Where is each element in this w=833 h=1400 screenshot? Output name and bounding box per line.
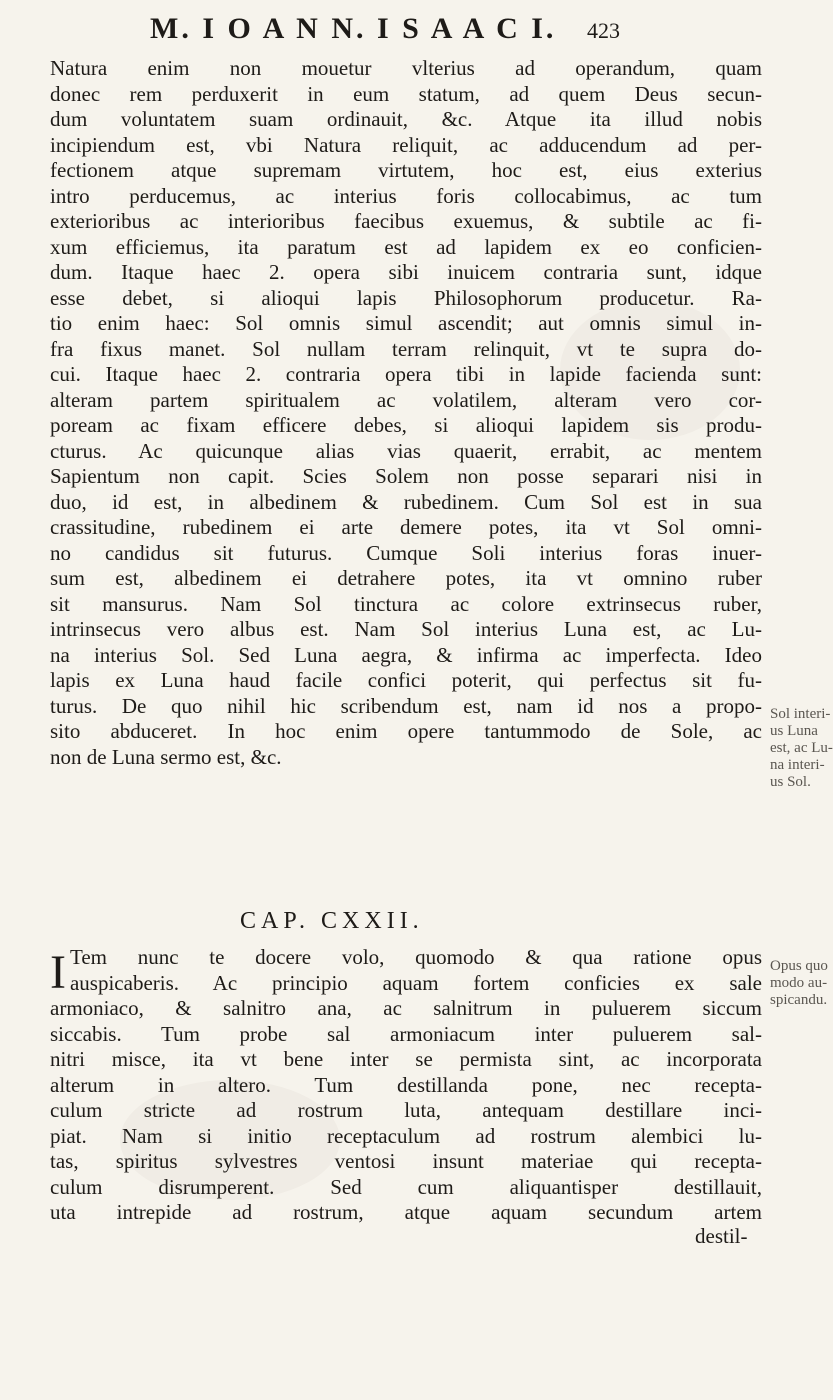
text-line: no candidus sit futurus. Cumque Soli interius foras inuer- bbox=[50, 540, 762, 565]
text-line: Natura enim non mouetur vlterius ad operandum, quam bbox=[50, 56, 762, 80]
text-line: piat. Nam si initio receptaculum ad rostrum alembici lu- bbox=[50, 1123, 762, 1148]
text-line: Tem nunc te docere volo, quomodo & qua ratione opus bbox=[69, 945, 762, 969]
text-line: sit mansurus. Nam Sol tinctura ac colore extrinsecus ruber, bbox=[50, 591, 762, 616]
marginal-note-line: Opus quo bbox=[770, 958, 828, 974]
text-line: alteram partem spiritualem ac volatilem, alteram vero cor- bbox=[50, 387, 762, 412]
text-line: culum disrumperent. Sed cum aliquantisper destillauit, bbox=[50, 1174, 762, 1199]
text-line: intro perducemus, ac interius foris collocabimus, ac tum bbox=[50, 183, 762, 208]
marginal-note-line: na interi- bbox=[770, 757, 825, 773]
catchword: destil- bbox=[695, 1224, 748, 1248]
marginal-note-line: us Luna bbox=[770, 723, 818, 739]
page-number: 423 bbox=[587, 18, 620, 43]
main-text-block bbox=[50, 56, 762, 770]
text-line: esse debet, si alioqui lapis Philosophorum producetur. Ra- bbox=[50, 285, 762, 310]
text-line: non de Luna sermo est, &c. bbox=[50, 744, 282, 769]
marginal-note-line: spicandu. bbox=[770, 992, 828, 1008]
text-line: poream ac fixam efficere debes, si alioqui lapidem sis produ- bbox=[50, 413, 762, 437]
text-line: nitri misce, ita vt bene inter se permista sint, ac incorporata bbox=[50, 1047, 762, 1071]
running-header bbox=[150, 12, 620, 52]
marginal-note bbox=[770, 958, 828, 1009]
text-line: alterum in altero. Tum destillanda pone, nec recepta- bbox=[50, 1072, 762, 1097]
header-title: M. I O A N N. I S A A C I. bbox=[150, 12, 557, 45]
text-line: sito abduceret. In hoc enim opere tantummodo de Sole, ac bbox=[50, 719, 762, 743]
marginal-note-line: Sol interi- bbox=[770, 706, 831, 722]
drop-cap: I bbox=[50, 946, 66, 999]
marginal-note-line: est, ac Lu- bbox=[770, 740, 833, 756]
text-line: cturus. Ac quicunque alias vias quaerit, errabit, ac mentem bbox=[50, 438, 762, 463]
marginal-note bbox=[770, 706, 833, 791]
text-line: dum. Itaque haec 2. opera sibi inuicem contraria sunt, idque bbox=[50, 260, 762, 284]
text-line: lapis ex Luna haud facile confici poterit, qui perfectus sit fu- bbox=[50, 668, 762, 692]
text-line: intrinsecus vero albus est. Nam Sol interius Luna est, ac Lu- bbox=[50, 617, 762, 641]
text-line: duo, id est, in albedinem & rubedinem. Cum Sol est in sua bbox=[50, 489, 762, 514]
marginal-note-line: modo au- bbox=[770, 975, 828, 991]
text-line: tas, spiritus sylvestres ventosi insunt materiae qui recepta- bbox=[50, 1149, 762, 1173]
text-line: cui. Itaque haec 2. contraria opera tibi in lapide facienda sunt: bbox=[50, 362, 762, 386]
text-line: culum stricte ad rostrum luta, antequam destillare inci- bbox=[50, 1098, 762, 1122]
text-line: exterioribus ac interioribus faecibus exuemus, & subtile ac fi- bbox=[50, 209, 762, 233]
text-line: turus. De quo nihil hic scribendum est, nam id nos a propo- bbox=[50, 693, 762, 718]
text-line: fra fixus manet. Sol nullam terram relinquit, vt te supra do- bbox=[50, 336, 762, 361]
chapter-heading: CAP. CXXII. bbox=[240, 908, 424, 934]
text-line: uta intrepide ad rostrum, atque aquam secundum artem bbox=[50, 1200, 762, 1224]
text-line: Sapientum non capit. Scies Solem non posse separari nisi in bbox=[50, 464, 762, 488]
text-line: xum efficiemus, ita paratum est ad lapidem ex eo conficien- bbox=[50, 234, 762, 259]
text-line: donec rem perduxerit in eum statum, ad quem Deus secun- bbox=[50, 81, 762, 106]
text-line: auspicaberis. Ac principio aquam fortem conficies ex sale bbox=[69, 970, 762, 995]
text-line: fectionem atque supremam virtutem, hoc est, eius exterius bbox=[50, 158, 762, 182]
text-line: sum est, albedinem ei detrahere potes, ita vt omnino ruber bbox=[50, 566, 762, 590]
text-line: incipiendum est, vbi Natura reliquit, ac adducendum ad per- bbox=[50, 132, 762, 157]
marginal-note-line: us Sol. bbox=[770, 774, 811, 790]
text-line: na interius Sol. Sed Luna aegra, & infirma ac imperfecta. Ideo bbox=[50, 642, 762, 667]
text-line: armoniaco, & salnitro ana, ac salnitrum in puluerem siccum bbox=[50, 996, 762, 1020]
chapter-text-block bbox=[50, 945, 762, 1226]
text-line: dum voluntatem suam ordinauit, &c. Atque ita illud nobis bbox=[50, 107, 762, 131]
text-line: crassitudine, rubedinem ei arte demere potes, ita vt Sol omni- bbox=[50, 515, 762, 539]
text-line: tio enim haec: Sol omnis simul ascendit; aut omnis simul in- bbox=[50, 311, 762, 335]
text-line: siccabis. Tum probe sal armoniacum inter puluerem sal- bbox=[50, 1021, 762, 1046]
